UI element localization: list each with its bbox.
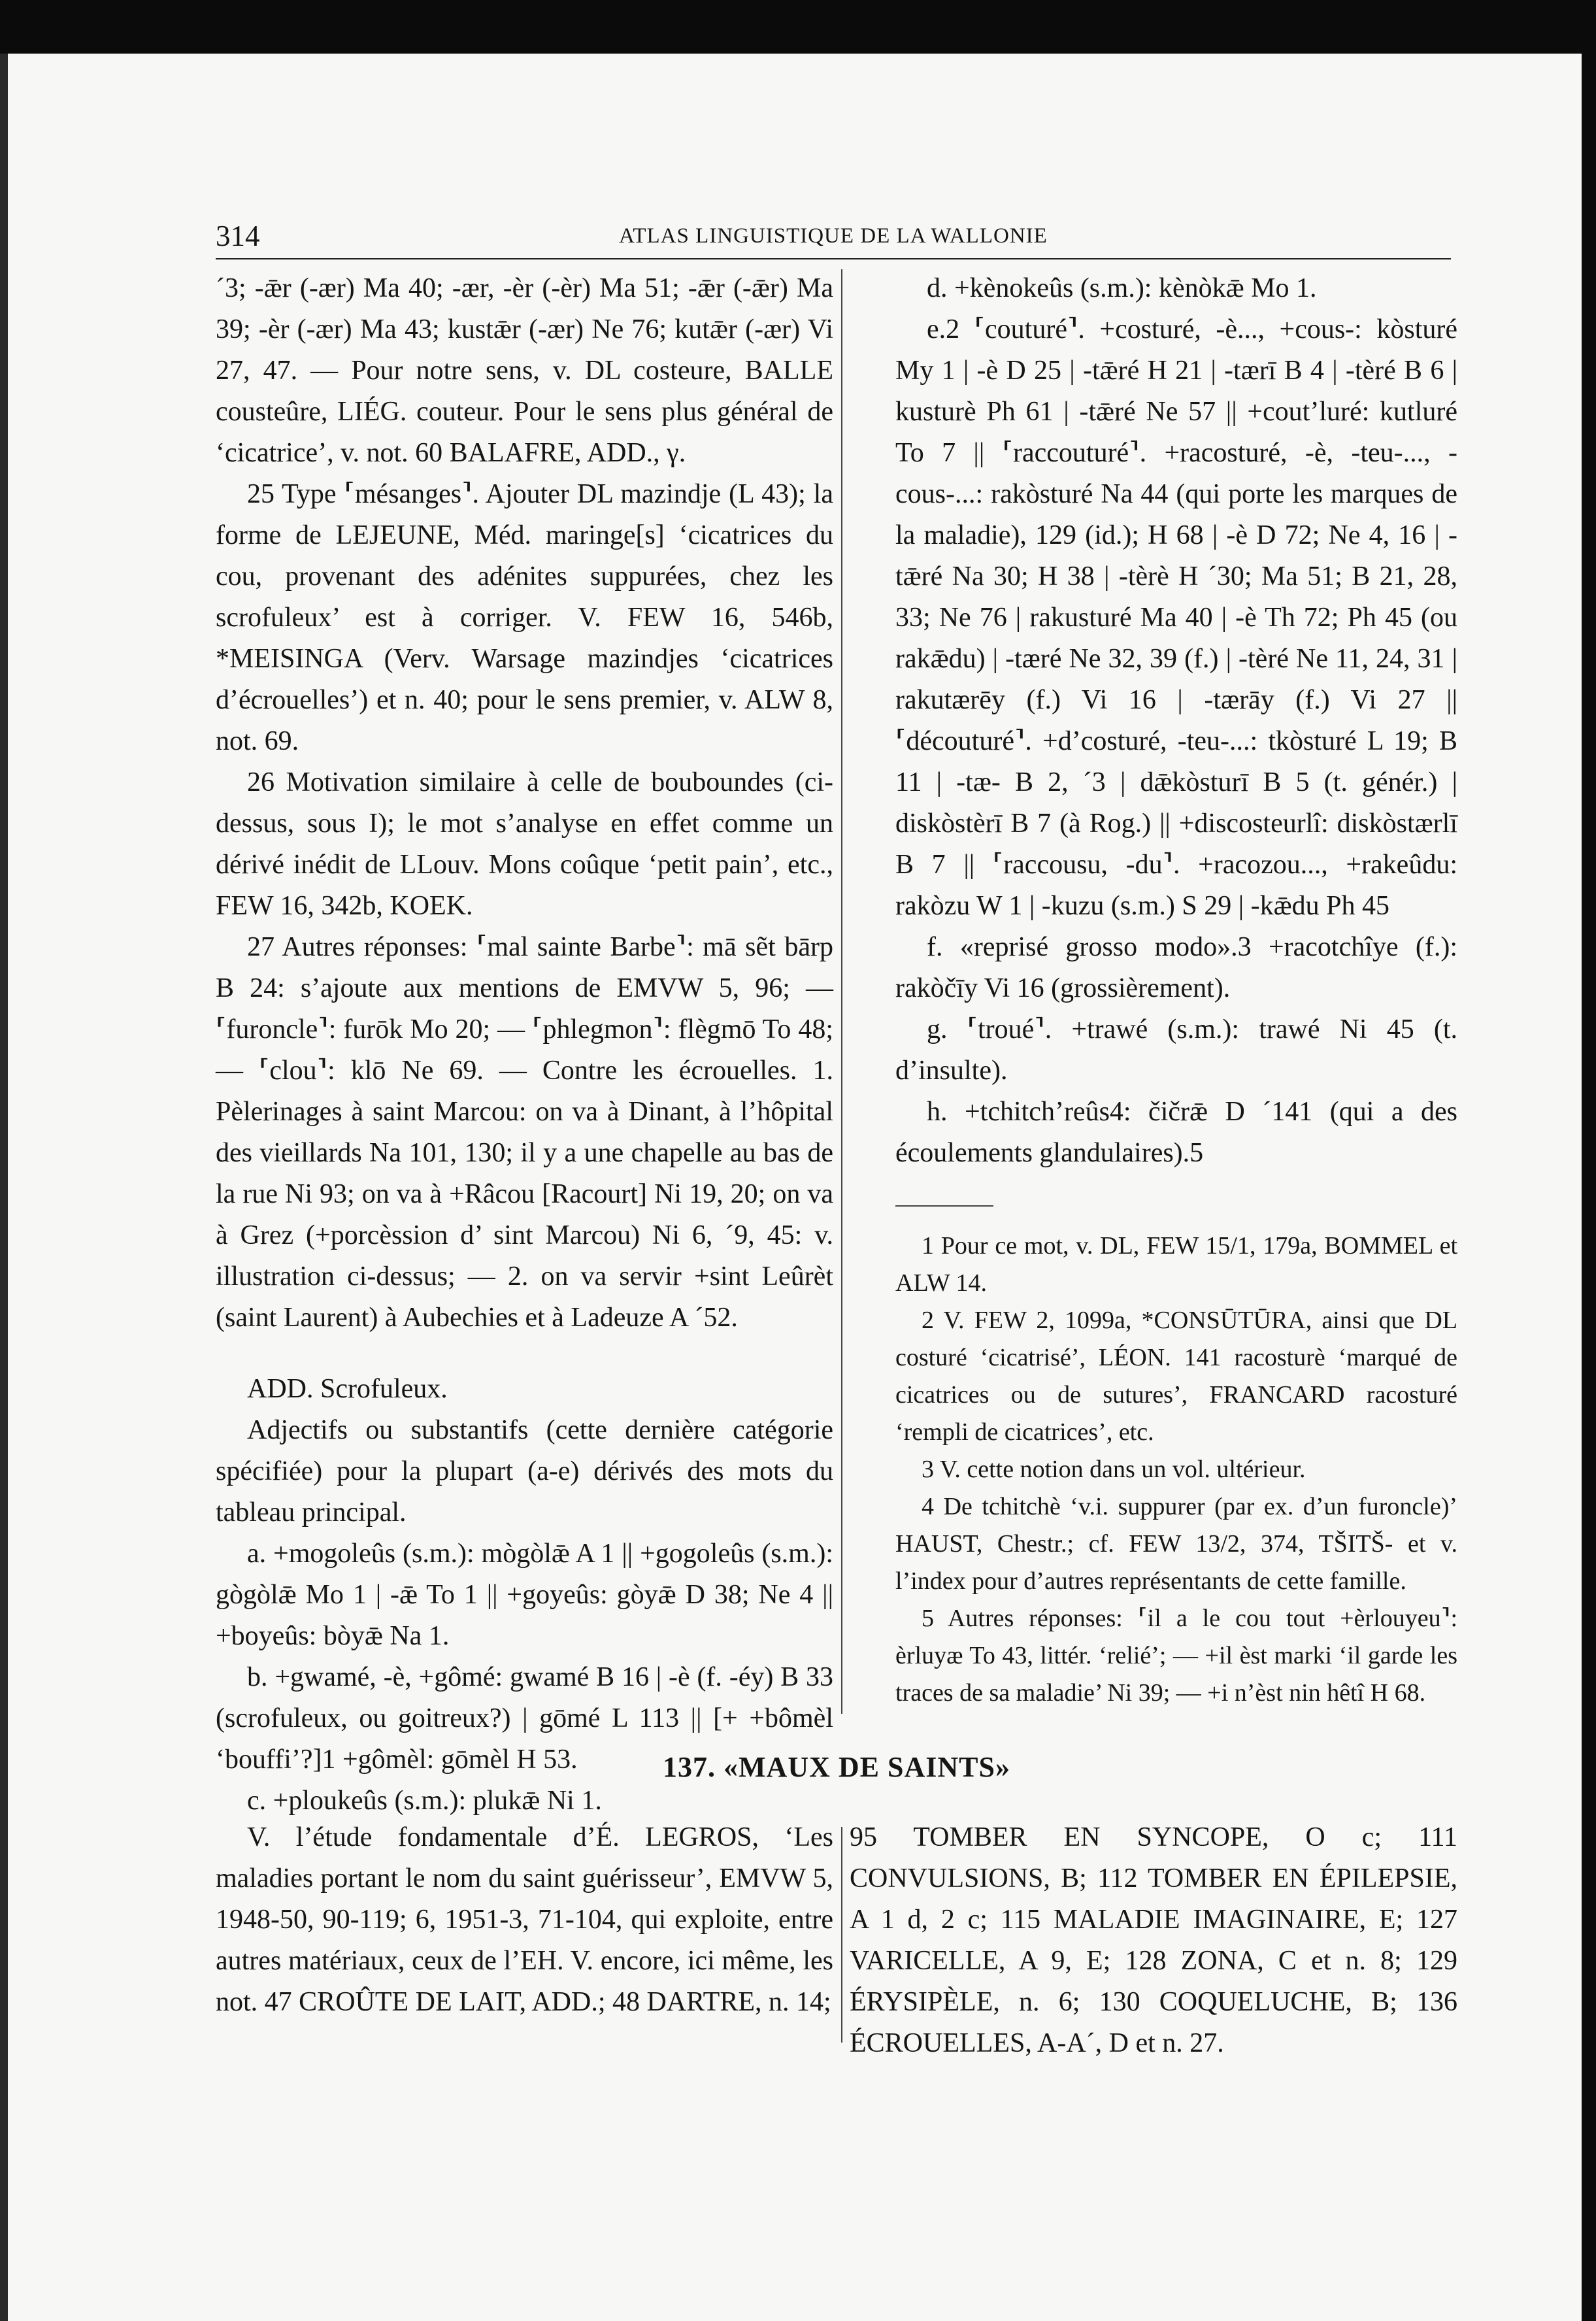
footnote-5: 5 Autres réponses: ⸢il a le cou tout +èrlouyeu⸣: èrluyæ To 43, littér. ‘relié’; — +il èst marki ‘il garde les traces de sa maladie’ Ni 39; — +i n’èst nin hêtî H 68. (895, 1605, 1457, 1707)
add-heading: ADD. Scrofuleux. (247, 1374, 448, 1404)
footnotes (895, 1227, 1457, 1712)
scan-top-border (0, 0, 1596, 54)
left-column (216, 268, 833, 1822)
note-27: 27 Autres réponses: ⸢mal sainte Barbe⸣: mā sẽt bārp B 24: s’ajoute aux mentions de EMVW 5, 96; — ⸢furoncle⸣: furōk Mo 20; — ⸢phlegmon⸣: flègmō To 48; — ⸢clou⸣: klō Ne 69. — Contre les écrouelles. 1. Pèlerinages à saint Marcou: on va à Dinant, à l’hôpital des vieillards Na 101, 130; il y a une chapelle au bas de la rue Ni 93; on va à +Râcou [Racourt] Ni 19, 20; on va à Grez (+porcèssion d’ sint Marcou) Ni 6, ´9, 45: v. illustration ci-dessus; — 2. on va servir +sint Leûrèt (saint Laurent) à Aubechies et à Ladeuze A ´52. (216, 932, 833, 1333)
note-25: 25 Type ⸢mésanges⸣. Ajouter DL mazindje (L 43); la forme de LEJEUNE, Méd. maringe[s] ‘cicatrices du cou, provenant des adénites suppurées, chez les scrofuleux’ est à corriger. V. FEW 16, 546b, *MEISINGA (Verv. Warsage mazindjes ‘cicatrices d’écrouelles’) et n. 40; pour le sens premier, v. ALW 8, not. 69. (216, 479, 833, 756)
entry-b: b. +gwamé, -è, +gômé: gwamé B 16 | -è (f. -éy) B 33 (scrofuleux, ou goitreux?) | gōmé L 113 || [+ +bômèl ‘bouffi’?]1 +gômèl: gōmèl H 53. (216, 1662, 833, 1775)
entry-d: d. +kènokeûs (s.m.): kènòkǣ Mo 1. (927, 273, 1317, 303)
page-number: 314 (216, 220, 260, 252)
scan-left-edge (0, 54, 8, 2321)
entry-g: g. ⸢troué⸣. +trawé (s.m.): trawé Ni 45 (t. d’insulte). (895, 1014, 1457, 1086)
section-right-text: 95 TOMBER EN SYNCOPE, O c; 111 CONVULSIONS, B; 112 TOMBER EN ÉPILEPSIE, A 1 d, 2 c; 115 MALADIE IMAGINAIRE, E; 127 VARICELLE, A 9, E; 128 ZONA, C et n. 8; 129 ÉRYSIPÈLE, n. 6; 130 COQUELUCHE, B; 136 ÉCROUELLES, A-A´, D et n. 27. (850, 1822, 1457, 2058)
column-rule (841, 269, 842, 1714)
footnote-3: 3 V. cette notion dans un vol. ultérieur. (922, 1456, 1306, 1483)
entry-f: f. «reprisé grosso modo».3 +racotchîye (f.): rakòčīy Vi 16 (grossièrement). (895, 932, 1457, 1003)
footnote-4: 4 De tchitchè ‘v.i. suppurer (par ex. d’un furoncle)’ HAUST, Chestr.; cf. FEW 13/2, 374, TŠITŠ- et v. l’index pour d’autres représentants de cette famille. (895, 1493, 1457, 1595)
scan-right-border (1582, 0, 1596, 2321)
section-title: 137. «MAUX DE SAINTS» (663, 1751, 1010, 1783)
entry-c: c. +ploukeûs (s.m.): plukǣ Ni 1. (247, 1786, 602, 1816)
add-intro: Adjectifs ou substantifs (cette dernière catégorie spécifiée) pour la plupart (a-e) dérivés des mots du tableau principal. (216, 1415, 833, 1528)
section-right-column (850, 1817, 1457, 2064)
running-header (216, 219, 1451, 259)
entry-a: a. +mogoleûs (s.m.): mògòlǣ A 1 || +gogoleûs (s.m.): gògòlǣ Mo 1 | -ǣ To 1 || +goyeûs: gòyǣ D 38; Ne 4 || +boyeûs: bòyǣ Na 1. (216, 1539, 833, 1651)
section-left-column (216, 1817, 833, 2023)
footnote-1: 1 Pour ce mot, v. DL, FEW 15/1, 179a, BOMMEL et ALW 14. (895, 1232, 1457, 1297)
section-column-rule (841, 1827, 842, 2043)
note-26: 26 Motivation similaire à celle de bouboundes (ci-dessus, sous I); le mot s’analyse en effet comme un dérivé inédit de LLouv. Mons coûque ‘petit pain’, etc., FEW 16, 342b, KOEK. (216, 767, 833, 921)
left-para: ´3; -ǣr (-ær) Ma 40; -ær, -èr (-èr) Ma 51; -ǣr (-ǣr) Ma 39; -èr (-ær) Ma 43; kustǣr (-ær) Ne 76; kutǣr (-ær) Vi 27, 47. — Pour notre sens, v. DL costeure, BALLE cousteûre, LIÉG. couteur. Pour le sens plus général de ‘cicatrice’, v. not. 60 BALAFRE, ADD., γ. (216, 273, 833, 468)
entry-e: e.2 ⸢couturé⸣. +costuré, -è..., +cous-: kòsturé My 1 | -è D 25 | -tǣré H 21 | -tærī B 4 | -tèré B 6 | kusturè Ph 61 | -tǣré Ne 57 || +cout’luré: kutluré To 7 || ⸢raccouturé⸣. +racosturé, -è, -teu-..., -cous-...: rakòsturé Na 44 (qui porte les marques de la maladie), 129 (id.); H 68 | -è D 72; Ne 4, 16 | -tǣré Na 30; H 38 | -tèrè H ´30; Ma 51; B 21, 28, 33; Ne 76 | rakusturé Ma 40 | -è Th 72; Ph 45 (ou rakǣdu) | -tæré Ne 32, 39 (f.) | -tèré Ne 11, 24, 31 | rakutærēy (f.) Vi 16 | -tærāy (f.) Vi 27 || ⸢découturé⸣. +d’costuré, -teu-...: tkòsturé L 19; B 11 | -tæ- B 2, ´3 | dǣkòsturī B 5 (t. génér.) | diskòstèrī B 7 (à Rog.) || +discosteurlî: diskòstærlī B 7 || ⸢raccousu, -du⸣. +racozou..., +rakeûdu: rakòzu W 1 | -kuzu (s.m.) S 29 | -kǣdu Ph 45 (895, 314, 1457, 921)
footnote-2: 2 V. FEW 2, 1099a, *CONSŪTŪRA, ainsi que DL costuré ‘cicatrisé’, LÉON. 141 racosturè ‘marqué de cicatrices ou de sutures’, FRANCARD racosturé ‘rempli de cicatrices’, etc. (895, 1307, 1457, 1446)
section-left-text: V. l’étude fondamentale d’É. LEGROS, ‘Les maladies portant le nom du saint guérisseur’, EMVW 5, 1948-50, 90-119; 6, 1951-3, 71-104, qui exploite, entre autres matériaux, ceux de l’EH. V. encore, ici même, les not. 47 CROÛTE DE LAIT, ADD.; 48 DARTRE, n. 14; (216, 1822, 833, 2017)
footnote-separator (895, 1205, 993, 1207)
running-title: ATLAS LINGUISTIQUE DE LA WALLONIE (619, 224, 1048, 248)
right-column (895, 268, 1457, 1712)
entry-h: h. +tchitch’reûs4: čičrǣ D ´141 (qui a des écoulements glandulaires).5 (895, 1097, 1457, 1168)
